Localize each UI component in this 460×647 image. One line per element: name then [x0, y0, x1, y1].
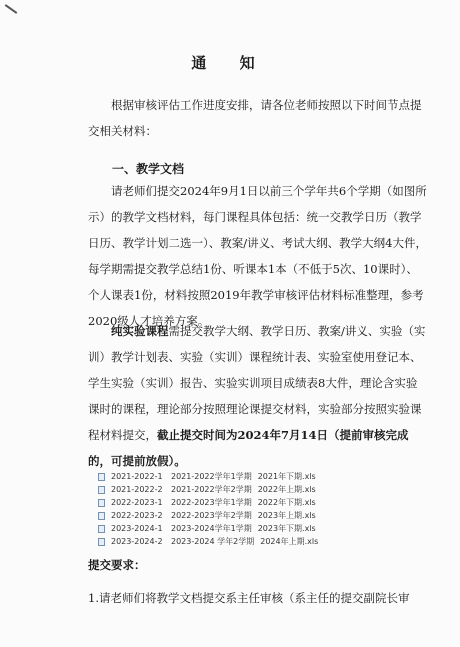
file-icon	[98, 538, 105, 546]
file-row: 2022-2023-2 2022-2023学年2学期 2023年上期.xls	[98, 509, 398, 522]
notice-title: 通 知	[191, 54, 269, 72]
file-icon	[98, 512, 105, 520]
requirements-heading: 提交要求：	[88, 558, 146, 572]
intro-paragraph: 根据审核评估工作进度安排，请各位老师按照以下时间节点提交相关材料：	[88, 98, 422, 138]
file-row: 2023-2024-1 2023-2024学年1学期 2023年下期.xls	[98, 522, 398, 535]
file-icon	[98, 499, 105, 507]
paragraph-1: 请老师们提交2024年9月1日以前三个学年共6个学期（如图所示）的教学文档材料，每门课程具体包括：统一交教学日历（教学日历、教学计划二选一）、教案/讲义、考试大纲、教学大纲4大件，每学期需提交教学总结1份、听课本1本（不低于5次、10课时）、个人课表1份，材料按照2019年教学审核评估材料标准整理，参考2020级人才培养方案。	[88, 184, 427, 328]
file-list	[98, 470, 398, 548]
paragraph-2	[88, 318, 428, 474]
file-icon	[98, 473, 105, 481]
file-row: 2023-2024-2 2023-2024 学年2学期 2024年上期.xls	[98, 535, 398, 548]
file-row: 2021-2022-2 2021-2022学年2学期 2022年上期.xls	[98, 483, 398, 496]
section1-heading: 一、教学文档	[112, 162, 185, 176]
requirement-1: 1.请老师们将教学文档提交系主任审核（系主任的提交副院长审	[88, 591, 410, 605]
file-icon	[98, 525, 105, 533]
deadline-text: 截止提交时间为2024年7月14日（提前审核完成的，可提前放假）。	[88, 428, 409, 468]
lab-course-label: 纯实验课程	[111, 324, 169, 338]
file-icon	[98, 486, 105, 494]
file-row: 2022-2023-1 2022-2023学年1学期 2022年下期.xls	[98, 496, 398, 509]
paragraph-2-body: 需提交教学大纲、教学日历、教案/讲义、实验（实训）教学计划表、实验（实训）课程统计表、实验室使用登记本、学生实验（实训）报告、实验实训项目成绩表8大件，理论含实验课时的课程，理论部分按照理论课提交材料，实验部分按照实验课程材料提交，	[88, 324, 426, 442]
corner-mark	[5, 4, 18, 14]
file-row: 2021-2022-1 2021-2022学年1学期 2021年下期.xls	[98, 470, 398, 483]
